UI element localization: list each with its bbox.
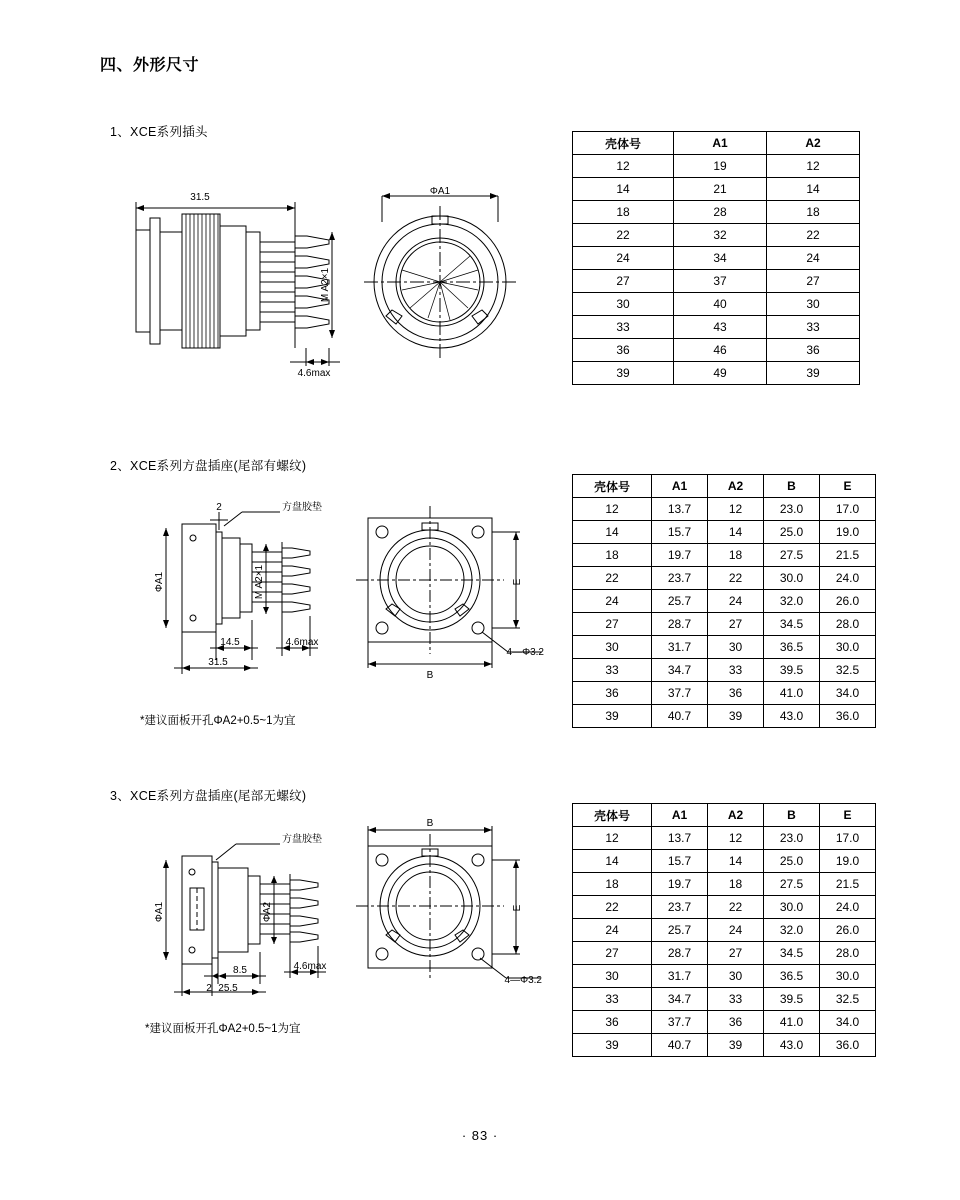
dim-ma2x1: M A2×1 [254, 564, 265, 600]
block-3-title: 3、XCE系列方盘插座(尾部无螺纹) [110, 789, 307, 803]
drawing-xce-plug [110, 170, 550, 400]
dim-e: E [512, 578, 523, 586]
dim-b: B [426, 670, 434, 681]
col-header: A2 [708, 475, 764, 498]
block-1-title: 1、XCE系列插头 [110, 125, 208, 139]
table-row: 27 37 27 [573, 270, 860, 293]
table-row: 24 25.7 24 32.0 26.0 [573, 919, 876, 942]
table-row: 33 43 33 [573, 316, 860, 339]
table-row: 36 37.7 36 41.0 34.0 [573, 1011, 876, 1034]
col-header: E [820, 804, 876, 827]
dim-ma2x1: M A2×1 [320, 267, 331, 303]
col-header: A2 [767, 132, 860, 155]
table-header-row [573, 804, 876, 827]
col-header: A1 [674, 132, 767, 155]
dim-31-5: 31.5 [190, 192, 210, 203]
col-header: 壳体号 [573, 132, 674, 155]
drawing-xce-square-flange-threaded [130, 498, 550, 698]
table-xce-square-threaded [572, 474, 876, 728]
col-header: 壳体号 [573, 475, 652, 498]
table-row: 30 31.7 30 36.5 30.0 [573, 965, 876, 988]
dim-4-6max: 4.6max [297, 368, 331, 379]
dim-e: E [512, 904, 523, 912]
block-2-title: 2、XCE系列方盘插座(尾部有螺纹) [110, 459, 307, 473]
table-row: 14 21 14 [573, 178, 860, 201]
dim-31-5: 31.5 [208, 657, 228, 668]
table-row: 14 15.7 14 25.0 19.0 [573, 850, 876, 873]
col-header: A2 [708, 804, 764, 827]
drawing-xce-square-flange-unthreaded [130, 818, 550, 1016]
dim-4-phi-3-2: 4—Φ3.2 [506, 647, 544, 658]
dim-2: 2 [216, 502, 222, 513]
page-number: · 83 · [461, 1128, 499, 1143]
table-row: 12 13.7 12 23.0 17.0 [573, 827, 876, 850]
dim-25-5: 25.5 [218, 983, 238, 994]
col-header: B [764, 475, 820, 498]
dim-4-6max: 4.6max [293, 961, 327, 972]
dim-2: 2 [206, 983, 212, 994]
col-header: E [820, 475, 876, 498]
dim-4-phi-3-2: 4—Φ3.2 [504, 975, 542, 986]
table-header-row [573, 132, 860, 155]
col-header: 壳体号 [573, 804, 652, 827]
dim-phi-a1: ΦA1 [154, 571, 165, 593]
col-header: A1 [652, 475, 708, 498]
col-header: B [764, 804, 820, 827]
table-xce-plug [572, 131, 860, 385]
block-3-note: *建议面板开孔ΦA2+0.5~1为宜 [145, 1023, 301, 1035]
table-row: 14 15.7 14 25.0 19.0 [573, 521, 876, 544]
dim-b: B [426, 818, 434, 829]
table-row: 39 40.7 39 43.0 36.0 [573, 705, 876, 728]
table-row: 27 28.7 27 34.5 28.0 [573, 613, 876, 636]
table-row: 18 28 18 [573, 201, 860, 224]
dim-phi-a1: ΦA1 [154, 901, 165, 923]
table-row: 39 49 39 [573, 362, 860, 385]
dim-8-5: 8.5 [233, 965, 247, 976]
table-row: 18 19.7 18 27.5 21.5 [573, 873, 876, 896]
label-gasket: 方盘胶垫 [282, 502, 322, 513]
dim-phi-a2: ΦA2 [262, 901, 273, 923]
table-row: 33 34.7 33 39.5 32.5 [573, 659, 876, 682]
dim-phi-a1: ΦA1 [429, 186, 451, 197]
table-row: 24 25.7 24 32.0 26.0 [573, 590, 876, 613]
col-header: A1 [652, 804, 708, 827]
table-row: 36 37.7 36 41.0 34.0 [573, 682, 876, 705]
table-row: 33 34.7 33 39.5 32.5 [573, 988, 876, 1011]
table-row: 30 31.7 30 36.5 30.0 [573, 636, 876, 659]
page-title: 四、外形尺寸 [100, 57, 200, 74]
block-2-note: *建议面板开孔ΦA2+0.5~1为宜 [140, 715, 296, 727]
table-row: 12 13.7 12 23.0 17.0 [573, 498, 876, 521]
table-row: 36 46 36 [573, 339, 860, 362]
dim-14-5: 14.5 [220, 637, 240, 648]
table-row: 12 19 12 [573, 155, 860, 178]
table-row: 30 40 30 [573, 293, 860, 316]
table-row: 39 40.7 39 43.0 36.0 [573, 1034, 876, 1057]
table-row: 24 34 24 [573, 247, 860, 270]
table-row: 27 28.7 27 34.5 28.0 [573, 942, 876, 965]
table-row: 18 19.7 18 27.5 21.5 [573, 544, 876, 567]
dim-4-6max: 4.6max [285, 637, 319, 648]
table-header-row [573, 475, 876, 498]
table-row: 22 23.7 22 30.0 24.0 [573, 567, 876, 590]
table-xce-square-unthreaded [572, 803, 876, 1057]
table-row: 22 23.7 22 30.0 24.0 [573, 896, 876, 919]
label-gasket: 方盘胶垫 [282, 834, 322, 845]
table-row: 22 32 22 [573, 224, 860, 247]
